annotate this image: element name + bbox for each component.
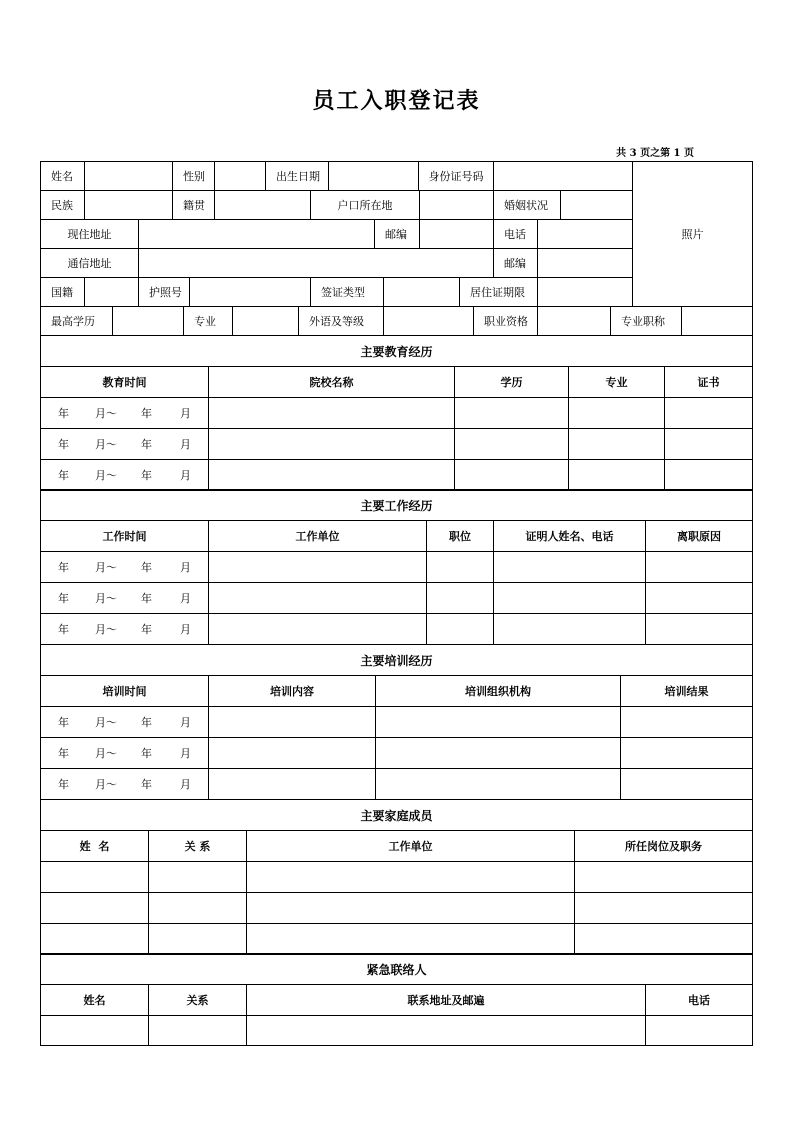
date-year-label: 年 xyxy=(58,716,69,729)
mail-address-field[interactable] xyxy=(138,248,494,278)
family-row-3-name[interactable] xyxy=(40,923,149,955)
postcode-field[interactable] xyxy=(419,219,494,249)
family-header-relation: 关 系 xyxy=(148,830,247,862)
work-row-1-date-range[interactable] xyxy=(40,551,209,583)
work-row-2-employer[interactable] xyxy=(208,582,427,614)
education-header-time: 教育时间 xyxy=(40,366,209,398)
work-row-3-date-range[interactable] xyxy=(40,613,209,645)
marital-field[interactable] xyxy=(560,190,633,220)
ethnicity-field[interactable] xyxy=(84,190,173,220)
education-row-2-date-range[interactable] xyxy=(40,428,209,460)
training-row-2-organization[interactable] xyxy=(375,737,621,769)
postcode-label: 邮编 xyxy=(374,219,420,249)
gender-label: 性别 xyxy=(172,161,215,191)
education-row-1-school[interactable] xyxy=(208,397,455,429)
date-month-label: 月 xyxy=(180,623,191,636)
education-header-degree: 学历 xyxy=(454,366,569,398)
education-row-2-major[interactable] xyxy=(568,428,665,460)
date-month-label: 月～ xyxy=(95,469,117,482)
family-row-2-position[interactable] xyxy=(574,892,753,924)
nationality-label: 国籍 xyxy=(40,277,85,307)
education-section-heading: 主要教育经历 xyxy=(40,335,753,367)
family-section-heading: 主要家庭成员 xyxy=(40,799,753,831)
passport-label: 护照号 xyxy=(138,277,190,307)
current-address-field[interactable] xyxy=(138,219,375,249)
training-header-result: 培训结果 xyxy=(620,675,753,707)
date-month-label: 月～ xyxy=(95,623,117,636)
work-row-2-date-range[interactable] xyxy=(40,582,209,614)
residence-permit-field[interactable] xyxy=(537,277,633,307)
major-label: 专业 xyxy=(183,306,233,336)
postcode2-field[interactable] xyxy=(537,248,633,278)
training-row-2-result[interactable] xyxy=(620,737,753,769)
education-row-3-major[interactable] xyxy=(568,459,665,491)
education-row-3-date-range[interactable] xyxy=(40,459,209,491)
postcode2-label: 邮编 xyxy=(493,248,538,278)
training-row-3-organization[interactable] xyxy=(375,768,621,800)
native-place-label: 籍贯 xyxy=(172,190,215,220)
work-row-1-position[interactable] xyxy=(426,551,494,583)
date-year-label: 年 xyxy=(58,469,69,482)
training-row-1-result[interactable] xyxy=(620,706,753,738)
qualification-label: 职业资格 xyxy=(473,306,538,336)
date-year-label: 年 xyxy=(141,716,152,729)
training-header-organization: 培训组织机构 xyxy=(375,675,621,707)
work-row-2-position[interactable] xyxy=(426,582,494,614)
date-month-label: 月～ xyxy=(95,407,117,420)
education-row-1-degree[interactable] xyxy=(454,397,569,429)
date-year-label: 年 xyxy=(141,592,152,605)
native-place-field[interactable] xyxy=(214,190,311,220)
family-row-1-employer[interactable] xyxy=(246,861,575,893)
family-header-name: 姓 名 xyxy=(40,830,149,862)
work-row-1-employer[interactable] xyxy=(208,551,427,583)
emergency-header-relation: 关系 xyxy=(148,984,247,1016)
family-row-1-position[interactable] xyxy=(574,861,753,893)
education-row-2-certificate[interactable] xyxy=(664,428,753,460)
training-row-3-result[interactable] xyxy=(620,768,753,800)
work-row-3-reference[interactable] xyxy=(493,613,646,645)
name-label: 姓名 xyxy=(40,161,85,191)
work-section-heading: 主要工作经历 xyxy=(40,489,753,521)
date-year-label: 年 xyxy=(141,438,152,451)
work-row-3-position[interactable] xyxy=(426,613,494,645)
birthdate-label: 出生日期 xyxy=(265,161,329,191)
work-row-2-reference[interactable] xyxy=(493,582,646,614)
professional-title-label: 专业职称 xyxy=(610,306,682,336)
family-row-2-relation[interactable] xyxy=(148,892,247,924)
nationality-field[interactable] xyxy=(84,277,139,307)
date-month-label: 月 xyxy=(180,438,191,451)
family-row-2-employer[interactable] xyxy=(246,892,575,924)
work-row-1-leave-reason[interactable] xyxy=(645,551,753,583)
phone-field[interactable] xyxy=(537,219,633,249)
work-header-employer: 工作单位 xyxy=(208,520,427,552)
education-level-field[interactable] xyxy=(112,306,184,336)
date-year-label: 年 xyxy=(58,623,69,636)
date-year-label: 年 xyxy=(141,407,152,420)
date-month-label: 月 xyxy=(180,778,191,791)
training-row-1-date-range[interactable] xyxy=(40,706,209,738)
date-year-label: 年 xyxy=(58,438,69,451)
education-header-certificate: 证书 xyxy=(664,366,753,398)
work-row-3-leave-reason[interactable] xyxy=(645,613,753,645)
emergency-phone-field[interactable] xyxy=(645,1015,753,1046)
date-year-label: 年 xyxy=(141,469,152,482)
emergency-name-field[interactable] xyxy=(40,1015,149,1046)
marital-label: 婚姻状况 xyxy=(493,190,561,220)
date-month-label: 月～ xyxy=(95,592,117,605)
date-month-label: 月 xyxy=(180,716,191,729)
work-row-1-reference[interactable] xyxy=(493,551,646,583)
family-row-3-position[interactable] xyxy=(574,923,753,955)
education-row-3-certificate[interactable] xyxy=(664,459,753,491)
phone-label: 电话 xyxy=(493,219,538,249)
family-row-2-name[interactable] xyxy=(40,892,149,924)
education-header-major: 专业 xyxy=(568,366,665,398)
date-year-label: 年 xyxy=(58,747,69,760)
education-header-school: 院校名称 xyxy=(208,366,455,398)
emergency-header-address: 联系地址及邮遍 xyxy=(246,984,646,1016)
date-month-label: 月 xyxy=(180,561,191,574)
emergency-address-field[interactable] xyxy=(246,1015,646,1046)
date-month-label: 月～ xyxy=(95,747,117,760)
family-header-employer: 工作单位 xyxy=(246,830,575,862)
education-row-3-school[interactable] xyxy=(208,459,455,491)
work-header-leave-reason: 离职原因 xyxy=(645,520,753,552)
page-indicator: 共 3 页之第 1 页 xyxy=(616,148,694,159)
language-field[interactable] xyxy=(383,306,474,336)
emergency-section-heading: 紧急联络人 xyxy=(40,953,753,985)
ethnicity-label: 民族 xyxy=(40,190,85,220)
residence-permit-label: 居住证期限 xyxy=(459,277,538,307)
date-year-label: 年 xyxy=(141,623,152,636)
training-section-heading: 主要培训经历 xyxy=(40,644,753,676)
name-field[interactable] xyxy=(84,161,173,191)
education-row-3-degree[interactable] xyxy=(454,459,569,491)
date-year-label: 年 xyxy=(58,778,69,791)
hukou-field[interactable] xyxy=(419,190,494,220)
family-header-position: 所任岗位及职务 xyxy=(574,830,753,862)
emergency-header-phone: 电话 xyxy=(645,984,753,1016)
work-header-time: 工作时间 xyxy=(40,520,209,552)
education-row-1-major[interactable] xyxy=(568,397,665,429)
work-header-reference: 证明人姓名、电话 xyxy=(493,520,646,552)
emergency-relation-field[interactable] xyxy=(148,1015,247,1046)
visa-type-label: 签证类型 xyxy=(310,277,384,307)
date-year-label: 年 xyxy=(141,778,152,791)
gender-field[interactable] xyxy=(214,161,266,191)
date-month-label: 月 xyxy=(180,592,191,605)
major-field[interactable] xyxy=(232,306,299,336)
hukou-label: 户口所在地 xyxy=(310,190,420,220)
training-row-3-content[interactable] xyxy=(208,768,376,800)
emergency-header-name: 姓名 xyxy=(40,984,149,1016)
training-row-1-content[interactable] xyxy=(208,706,376,738)
date-year-label: 年 xyxy=(141,561,152,574)
family-row-3-employer[interactable] xyxy=(246,923,575,955)
training-row-1-organization[interactable] xyxy=(375,706,621,738)
date-month-label: 月 xyxy=(180,407,191,420)
mail-address-label: 通信地址 xyxy=(40,248,139,278)
education-row-1-date-range[interactable] xyxy=(40,397,209,429)
visa-type-field[interactable] xyxy=(383,277,460,307)
work-header-position: 职位 xyxy=(426,520,494,552)
date-month-label: 月～ xyxy=(95,438,117,451)
current-address-label: 现住地址 xyxy=(40,219,139,249)
training-header-content: 培训内容 xyxy=(208,675,376,707)
passport-field[interactable] xyxy=(189,277,311,307)
work-row-2-leave-reason[interactable] xyxy=(645,582,753,614)
photo-box[interactable]: 照片 xyxy=(632,161,753,307)
date-year-label: 年 xyxy=(141,747,152,760)
id-number-label: 身份证号码 xyxy=(418,161,494,191)
date-year-label: 年 xyxy=(58,407,69,420)
professional-title-field[interactable] xyxy=(681,306,753,336)
education-row-2-school[interactable] xyxy=(208,428,455,460)
family-row-1-name[interactable] xyxy=(40,861,149,893)
date-month-label: 月～ xyxy=(95,561,117,574)
date-year-label: 年 xyxy=(58,592,69,605)
education-row-2-degree[interactable] xyxy=(454,428,569,460)
education-level-label: 最高学历 xyxy=(40,306,113,336)
language-label: 外语及等级 xyxy=(298,306,384,336)
work-row-3-employer[interactable] xyxy=(208,613,427,645)
training-row-3-date-range[interactable] xyxy=(40,768,209,800)
family-row-1-relation[interactable] xyxy=(148,861,247,893)
date-month-label: 月 xyxy=(180,747,191,760)
training-header-time: 培训时间 xyxy=(40,675,209,707)
education-row-1-certificate[interactable] xyxy=(664,397,753,429)
id-number-field[interactable] xyxy=(493,161,633,191)
date-month-label: 月～ xyxy=(95,778,117,791)
family-row-3-relation[interactable] xyxy=(148,923,247,955)
training-row-2-date-range[interactable] xyxy=(40,737,209,769)
date-month-label: 月 xyxy=(180,469,191,482)
birthdate-field[interactable] xyxy=(328,161,419,191)
page-title: 员工入职登记表 xyxy=(312,88,481,114)
date-month-label: 月～ xyxy=(95,716,117,729)
training-row-2-content[interactable] xyxy=(208,737,376,769)
date-year-label: 年 xyxy=(58,561,69,574)
qualification-field[interactable] xyxy=(537,306,611,336)
